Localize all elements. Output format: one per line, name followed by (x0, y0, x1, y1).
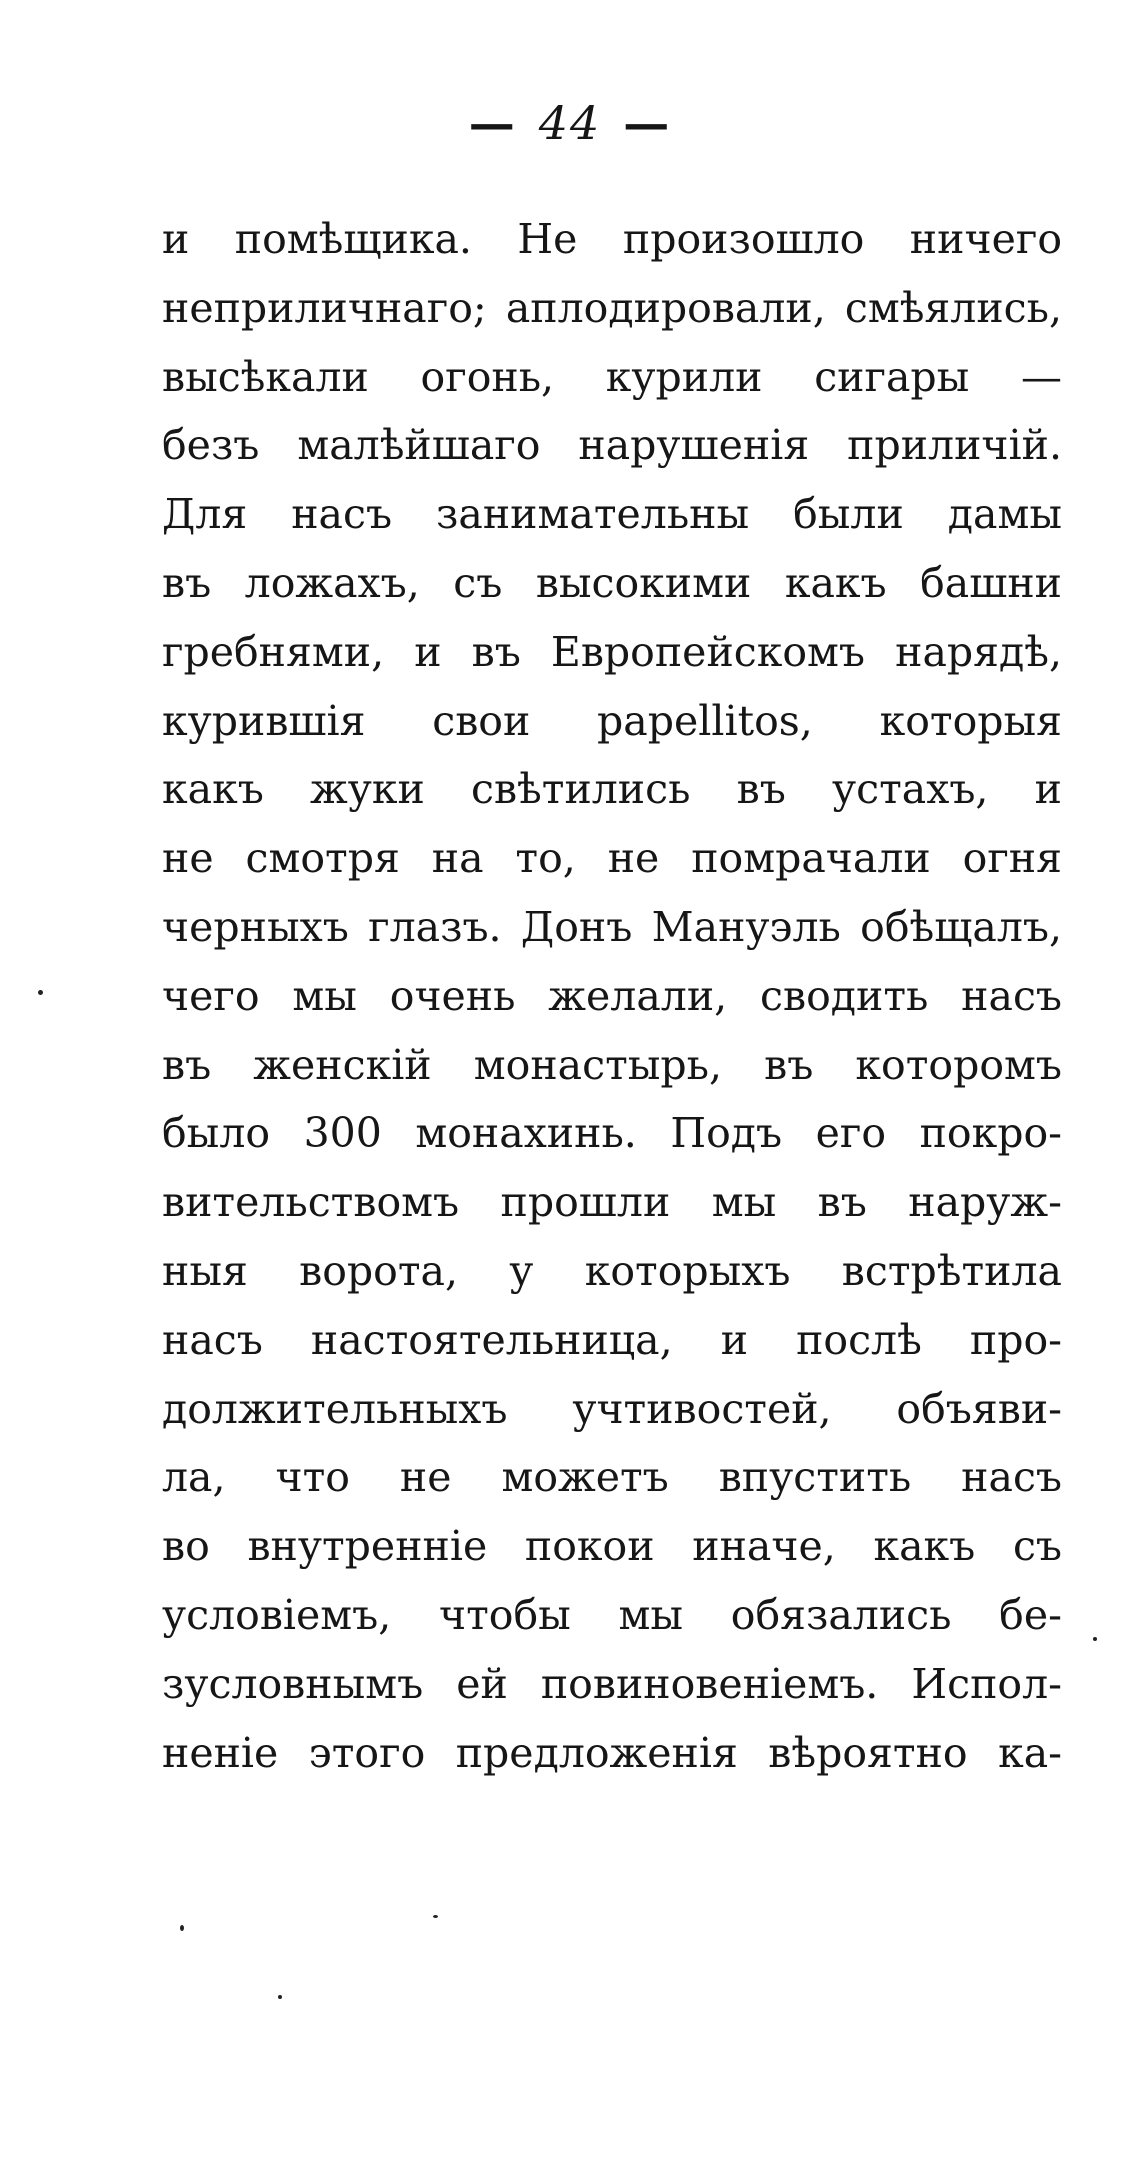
text-line: условіемъ, чтобы мы обязались бе- (162, 1590, 1062, 1639)
page-header (0, 96, 1140, 150)
text-line: въ женскій монастырь, въ которомъ (162, 1040, 1062, 1089)
text-line: въ ложахъ, съ высокими какъ башни (162, 558, 1062, 607)
text-line: чего мы очень желали, сводить насъ (162, 971, 1062, 1020)
text-line: зусловнымъ ей повиновеніемъ. Испол- (162, 1659, 1062, 1708)
text-line: и помѣщика. Не произошло ничего (162, 215, 1062, 263)
text-line: безъ малѣйшаго нарушенія приличій. (162, 421, 1062, 470)
text-line: ныя ворота, у которыхъ встрѣтила (162, 1246, 1062, 1295)
text-line: неніе этого предложенія вѣроятно ка- (162, 1728, 1062, 1777)
page-number: 44 (538, 96, 602, 150)
text-line: было 300 монахинь. Подъ его покро- (162, 1109, 1062, 1158)
scan-speck (278, 1995, 282, 1999)
header-dash-right: — (623, 96, 672, 150)
text-line: какъ жуки свѣтились въ устахъ, и (162, 765, 1062, 814)
scan-speck (433, 1915, 438, 1918)
scan-speck (1093, 1637, 1097, 1641)
header-dash-left: — (468, 96, 517, 150)
scan-speck (38, 990, 43, 995)
text-line: во внутренніе покои иначе, какъ съ (162, 1522, 1062, 1571)
text-line: должительныхъ учтивостей, объяви- (162, 1384, 1062, 1433)
text-line: курившія свои papellitos, которыя (162, 696, 1062, 745)
text-line: неприличнаго; аплодировали, смѣялись, (162, 283, 1062, 332)
text-line: гребнями, и въ Европейскомъ нарядѣ, (162, 627, 1062, 676)
text-line: ла, что не можетъ впустить насъ (162, 1453, 1062, 1502)
text-line: вительствомъ прошли мы въ наруж- (162, 1178, 1062, 1227)
text-line: насъ настоятельница, и послѣ про- (162, 1315, 1062, 1364)
text-line: Для насъ занимательны были дамы (162, 490, 1062, 539)
text-line: не смотря на то, не помрачали огня (162, 834, 1062, 883)
scan-speck (180, 1925, 184, 1931)
page-text (162, 205, 1062, 1787)
text-line: черныхъ глазъ. Донъ Мануэль обѣщалъ, (162, 902, 1062, 951)
text-line: высѣкали огонь, курили сигары — (162, 352, 1062, 401)
